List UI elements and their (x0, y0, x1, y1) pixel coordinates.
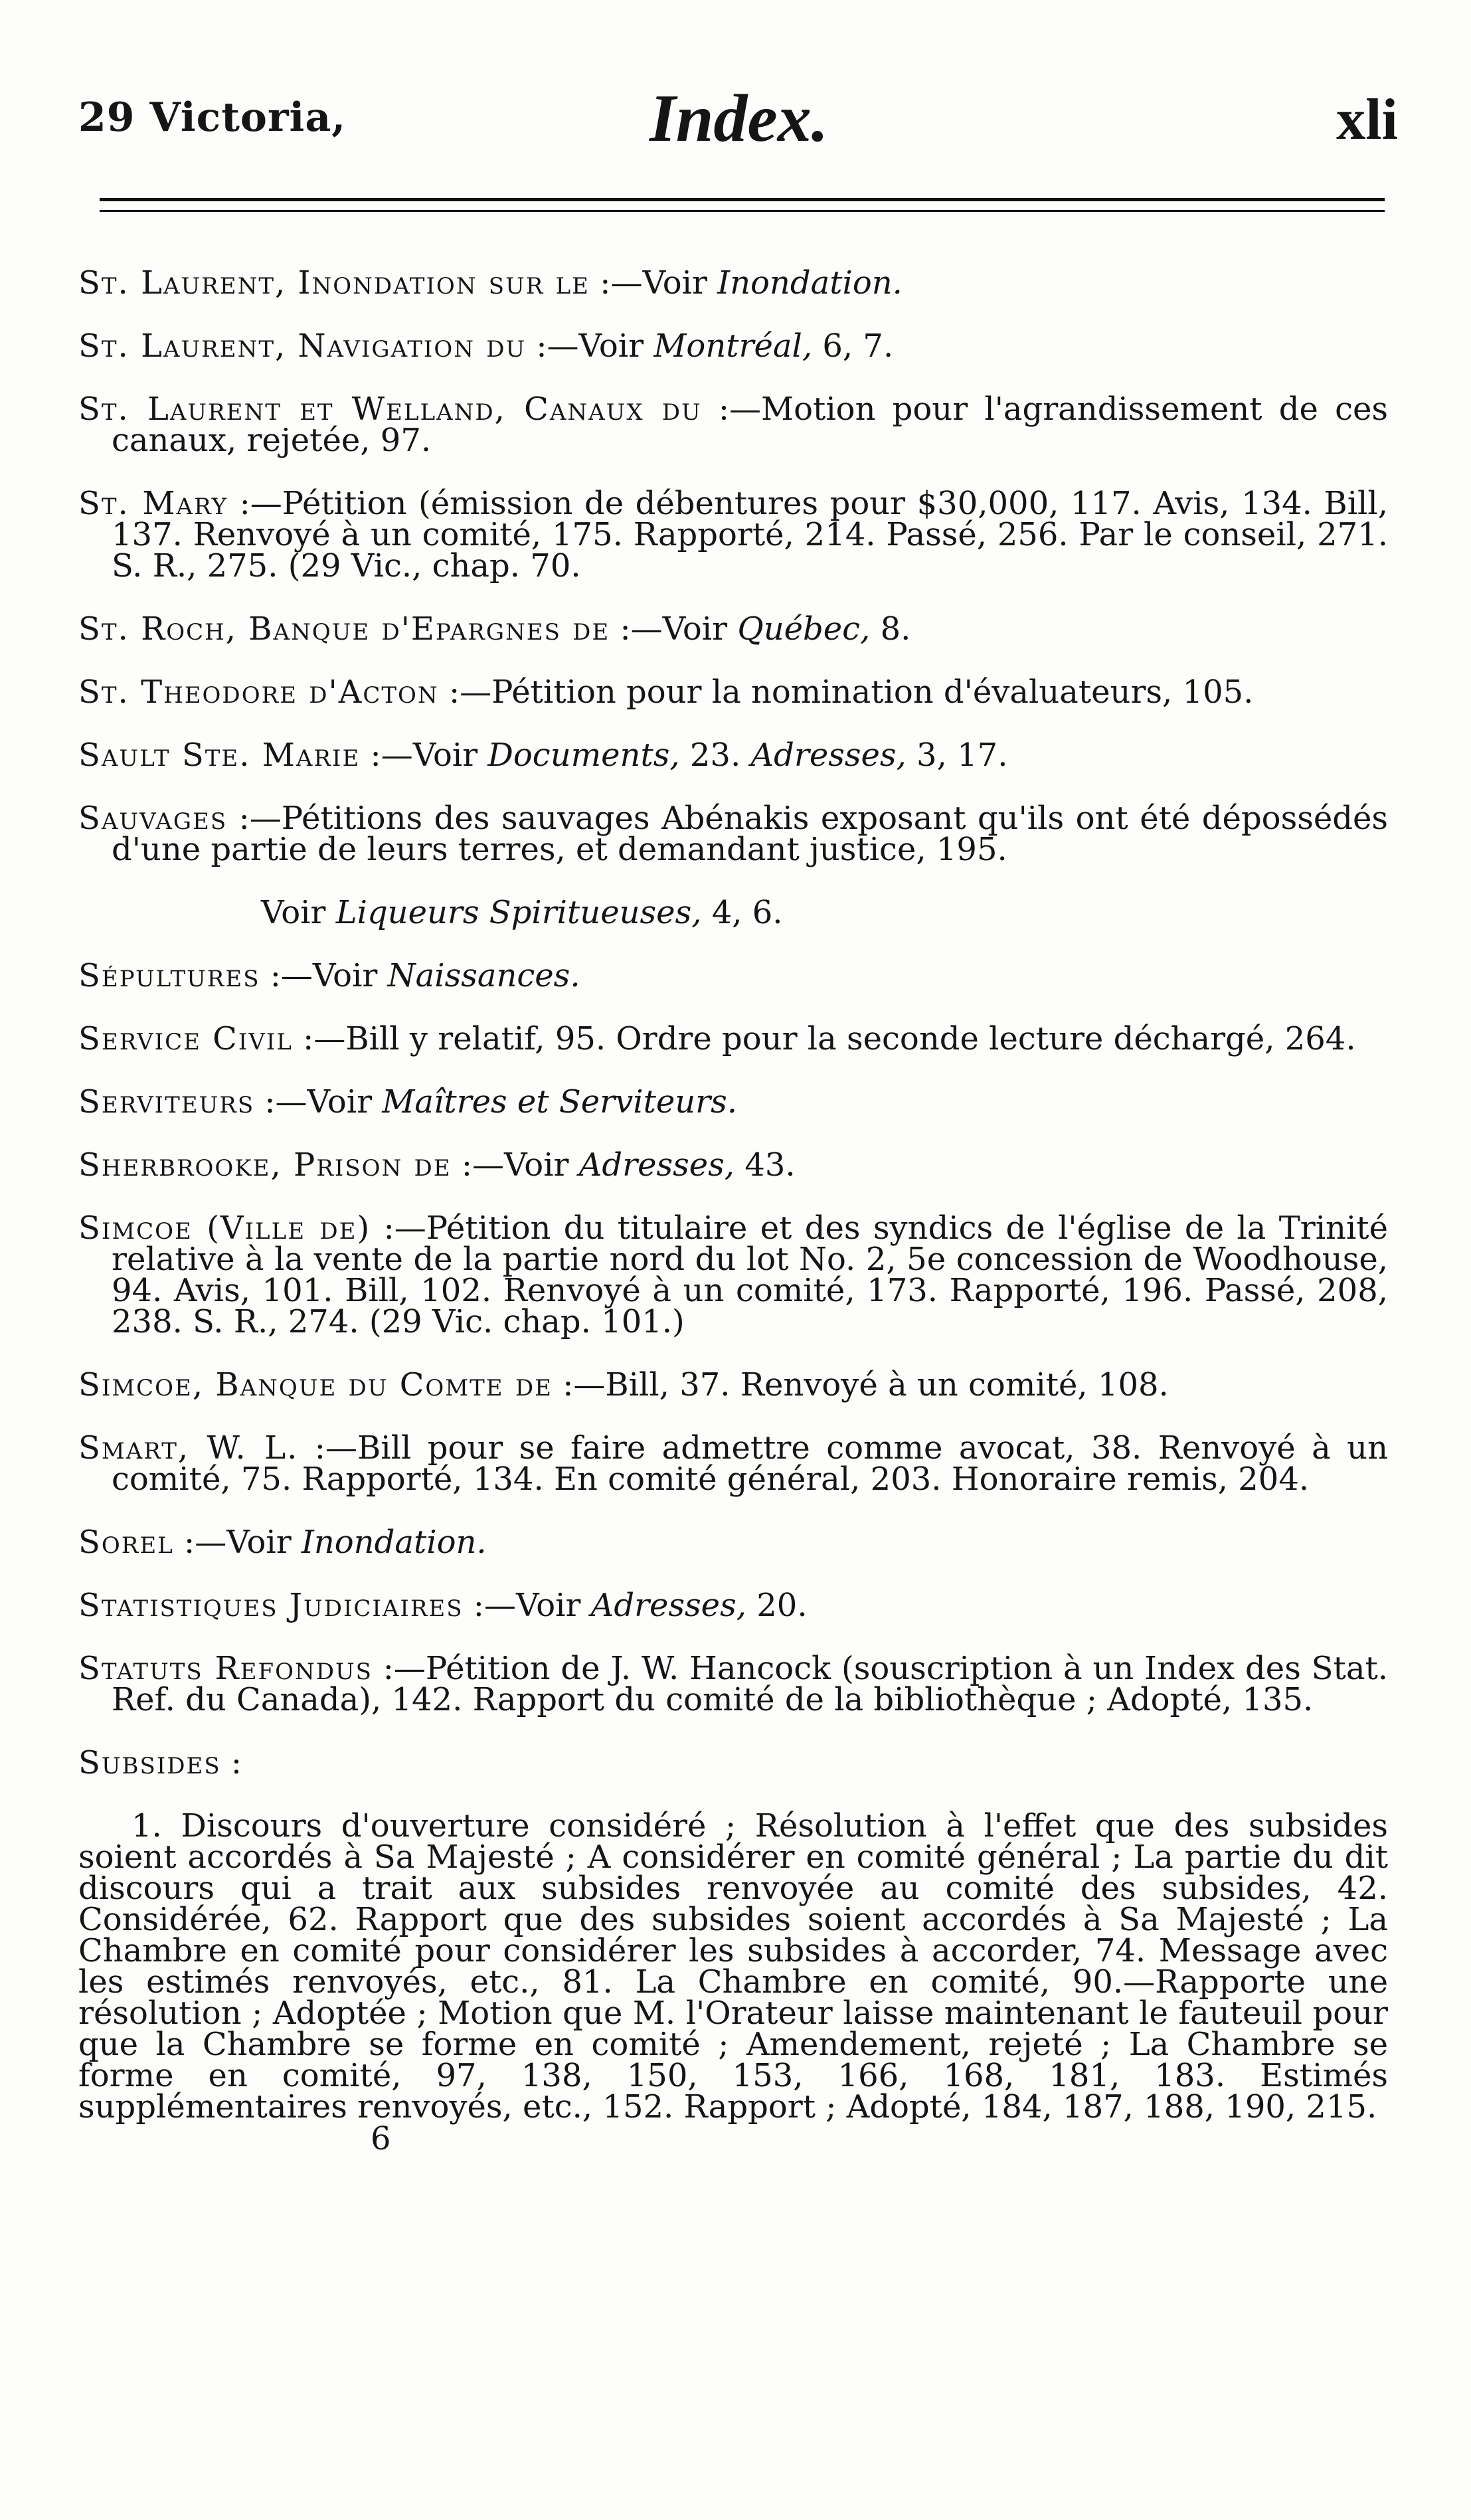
entry-reference: Naissances. (387, 957, 580, 994)
session-label: 29 Victoria, (78, 94, 347, 141)
entry-text: :—Bill, 37. Renvoyé à un comité, 108. (552, 1366, 1169, 1403)
index-entry (78, 800, 1388, 868)
index-entry (78, 957, 1388, 994)
header-rule-thin (100, 210, 1385, 212)
entry-text: :—Motion pour l'agrandissement de ces canaux, rejetée, 97. (112, 391, 1388, 459)
entry-heading: St. Mary (78, 485, 228, 522)
entry-heading: St. Laurent, Navigation du (78, 327, 527, 365)
entry-reference: Québec, (737, 610, 871, 648)
entry-text: :—Voir (260, 957, 388, 994)
index-entries (78, 236, 1388, 2157)
entry-text: :—Voir (254, 1083, 383, 1121)
entry-heading: Sherbrooke, Prison de (78, 1146, 452, 1184)
entry-reference: Adresses, (590, 1587, 746, 1624)
entry-text: :—Bill y relatif, 95. Ordre pour la seconde lecture déchargé, 264. (292, 1020, 1356, 1057)
entry-pages: 8. (870, 610, 911, 648)
entry-reference: Liqueurs Spiritueuses, (335, 894, 702, 931)
entry-reference: Montréal, (653, 327, 813, 365)
index-entry (78, 1210, 1389, 1340)
index-entry (78, 737, 1388, 774)
subsides-heading-line (78, 1744, 1388, 1781)
entry-reference: Adresses, (578, 1146, 735, 1184)
entry-reference: Inondation. (301, 1524, 487, 1561)
index-entry (78, 1429, 1388, 1498)
entry-heading: St. Theodore d'Acton (78, 674, 439, 711)
entry-heading: Sépultures (78, 957, 260, 994)
entry-reference: Adresses, (750, 737, 907, 774)
entry-text: :—Voir (451, 1146, 579, 1184)
entry-text: :—Pétition pour la nomination d'évaluateurs, 105. (438, 674, 1254, 711)
entry-pages: 6, 7. (812, 327, 894, 365)
entry-text: :—Pétition du titulaire et des syndics de l'église de la Trinité relative à la vente de la partie nord du lot No. 2, 5e concession de Woodhouse, 94. Avis, 101. Bill, 102. Renvoyé à un comité, 173. Rapporté, 196. Passé, 208, 238. S. R., 274. (29 Vic. chap. 101.) (112, 1210, 1389, 1340)
entry-pages: 23. (679, 737, 751, 774)
entry-reference: Maîtres et Serviteurs. (382, 1083, 738, 1121)
entry-text: :—Pétition (émission de débentures pour $30,000, 117. Avis, 134. Bill, 137. Renvoyé à un comité, 175. Rapporté, 214. Passé, 256. Par le conseil, 271. S. R., 275. (29 Vic., chap. 70. (112, 485, 1389, 585)
header-rule-thick (100, 198, 1385, 201)
entry-text: :—Voir (590, 264, 718, 302)
index-entry (78, 1650, 1388, 1718)
entry-pages: 20. (746, 1587, 808, 1624)
index-entry (78, 264, 1388, 302)
index-entry (78, 485, 1389, 585)
index-entry (78, 610, 1388, 648)
index-entry (78, 391, 1388, 459)
entry-text: :—Pétitions des sauvages Abénakis exposant qu'ils ont été dépossédés d'une partie de leurs terres, et demandant justice, 195. (112, 800, 1388, 868)
entry-heading: Simcoe, Banque du Comte de (78, 1366, 553, 1403)
entry-text: :—Voir (463, 1587, 591, 1624)
index-entry (78, 1083, 1388, 1121)
entry-text: :—Voir (526, 327, 654, 365)
page-header (78, 80, 1398, 156)
entry-heading: St. Roch, Banque d'Epargnes de (78, 610, 610, 648)
entry-text: :—Voir (360, 737, 488, 774)
entry-reference: Documents, (487, 737, 680, 774)
index-entry (78, 1020, 1388, 1057)
index-entry (78, 1366, 1388, 1403)
index-entry (78, 674, 1388, 711)
entry-heading: Simcoe (Ville de) (78, 1210, 371, 1247)
index-entry (78, 1587, 1388, 1624)
signature-mark: 6 (371, 2120, 391, 2157)
entry-heading: St. Laurent et Welland, Canaux du (78, 391, 702, 428)
entry-text: :—Voir (610, 610, 738, 648)
entry-reference: Inondation. (717, 264, 903, 302)
entry-heading: Sauvages (78, 800, 228, 837)
entry-text: : (220, 1744, 242, 1781)
page-title: Index. (649, 81, 829, 156)
entry-pages: 43. (735, 1146, 796, 1184)
entry-text: :—Bill pour se faire admettre comme avocat, 38. Renvoyé à un comité, 75. Rapporté, 134. En comité général, 203. Honoraire remis, 204. (112, 1429, 1388, 1498)
entry-heading: Subsides (78, 1744, 221, 1781)
entry-pages: 4, 6. (701, 894, 783, 931)
index-entry (78, 327, 1388, 365)
cross-reference-line (78, 894, 1388, 931)
entry-heading: Sorel (78, 1524, 174, 1561)
entry-heading: Sault Ste. Marie (78, 737, 361, 774)
entry-text: :—Pétition de J. W. Hancock (souscription à un Index des Stat. Ref. du Canada), 142. Rapport du comité de la bibliothèque ; Adopté, 135. (112, 1650, 1388, 1718)
entry-heading: St. Laurent, Inondation sur le (78, 264, 590, 302)
index-entry (78, 1146, 1388, 1184)
entry-heading: Statistiques Judiciaires (78, 1587, 464, 1624)
entry-heading: Smart, W. L. (78, 1429, 299, 1467)
entry-text: :—Voir (173, 1524, 302, 1561)
entry-heading: Serviteurs (78, 1083, 255, 1121)
entry-heading: Service Civil (78, 1020, 293, 1057)
entry-heading: Statuts Refondus (78, 1650, 373, 1687)
index-entry (78, 1524, 1388, 1561)
voir-label: Voir (261, 894, 336, 931)
page-number: xli (1336, 88, 1398, 152)
entry-pages: 3, 17. (906, 737, 1008, 774)
subsides-paragraph: 1. Discours d'ouverture considéré ; Résolution à l'effet que des subsides soient accordés à Sa Majesté ; A considérer en comité général ; La partie du dit discours qui a trait aux subsides renvoyée au comité des subsides, 42. Considérée, 62. Rapport que des subsides soient accordés à Sa Majesté ; La Chambre en comité pour considérer les subsides à accorder, 74. Message avec les estimés renvoyés, etc., 81. La Chambre en comité, 90.—Rapporte une résolution ; Adoptée ; Motion que M. l'Orateur laisse maintenant le fauteuil pour que la Chambre se forme en comité ; Amendement, rejeté ; La Chambre se forme en comité, 97, 138, 150, 153, 166, 168, 181, 183. Estimés supplémentaires renvoyés, etc., 152. Rapport ; Adopté, 184, 187, 188, 190, 215. (78, 1807, 1388, 2125)
